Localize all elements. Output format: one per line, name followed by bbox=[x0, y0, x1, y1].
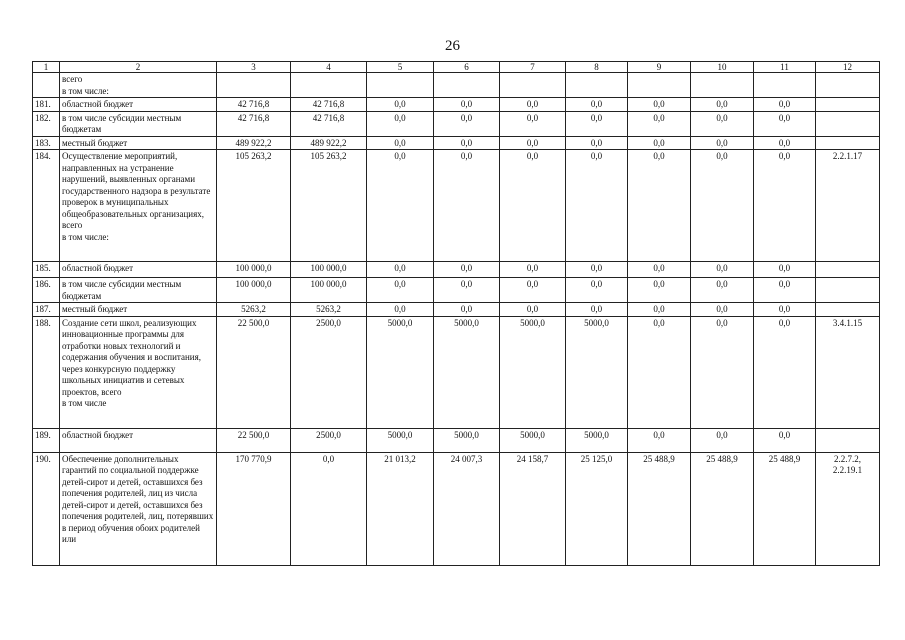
value-cell: 25 488,9 bbox=[691, 452, 754, 565]
value-cell: 5000,0 bbox=[434, 316, 500, 428]
row-number: 181. bbox=[33, 98, 60, 112]
value-cell: 2500,0 bbox=[291, 316, 367, 428]
value-cell: 0,0 bbox=[367, 262, 434, 278]
column-header: 4 bbox=[291, 62, 367, 73]
value-cell: 24 007,3 bbox=[434, 452, 500, 565]
value-cell: 5000,0 bbox=[500, 316, 566, 428]
budget-table bbox=[32, 61, 880, 566]
value-cell: 0,0 bbox=[434, 111, 500, 136]
program-code bbox=[816, 303, 880, 317]
value-cell: 5000,0 bbox=[500, 428, 566, 452]
value-cell: 0,0 bbox=[754, 316, 816, 428]
value-cell: 0,0 bbox=[566, 111, 628, 136]
program-code bbox=[816, 111, 880, 136]
value-cell: 0,0 bbox=[500, 98, 566, 112]
page-number: 26 bbox=[445, 38, 460, 54]
value-cell: 100 000,0 bbox=[291, 262, 367, 278]
value-cell: 0,0 bbox=[434, 303, 500, 317]
value-cell: 0,0 bbox=[628, 303, 691, 317]
value-cell bbox=[434, 73, 500, 98]
value-cell: 0,0 bbox=[291, 452, 367, 565]
value-cell: 0,0 bbox=[691, 136, 754, 150]
program-code bbox=[816, 136, 880, 150]
column-header: 2 bbox=[60, 62, 217, 73]
value-cell: 0,0 bbox=[367, 98, 434, 112]
value-cell bbox=[566, 73, 628, 98]
program-code bbox=[816, 262, 880, 278]
value-cell: 5000,0 bbox=[566, 316, 628, 428]
row-number: 190. bbox=[33, 452, 60, 565]
value-cell bbox=[367, 73, 434, 98]
value-cell: 0,0 bbox=[754, 278, 816, 303]
table-row bbox=[33, 150, 880, 262]
value-cell: 489 922,2 bbox=[217, 136, 291, 150]
row-number: 189. bbox=[33, 428, 60, 452]
program-code bbox=[816, 73, 880, 98]
value-cell: 0,0 bbox=[754, 428, 816, 452]
value-cell: 105 263,2 bbox=[217, 150, 291, 262]
row-number: 187. bbox=[33, 303, 60, 317]
value-cell: 0,0 bbox=[691, 111, 754, 136]
value-cell: 0,0 bbox=[628, 262, 691, 278]
value-cell: 0,0 bbox=[434, 136, 500, 150]
value-cell: 0,0 bbox=[434, 150, 500, 262]
program-code bbox=[816, 428, 880, 452]
value-cell: 5000,0 bbox=[367, 316, 434, 428]
value-cell: 0,0 bbox=[367, 111, 434, 136]
value-cell: 0,0 bbox=[434, 278, 500, 303]
value-cell: 25 125,0 bbox=[566, 452, 628, 565]
value-cell: 0,0 bbox=[754, 262, 816, 278]
value-cell: 170 770,9 bbox=[217, 452, 291, 565]
row-number: 186. bbox=[33, 278, 60, 303]
column-header: 6 bbox=[434, 62, 500, 73]
table-row bbox=[33, 111, 880, 136]
value-cell: 0,0 bbox=[628, 150, 691, 262]
value-cell: 0,0 bbox=[691, 316, 754, 428]
value-cell: 0,0 bbox=[691, 278, 754, 303]
column-header: 10 bbox=[691, 62, 754, 73]
row-description: Осуществление мероприятий, направленных на устранение нарушений, выявленных органами государственного надзора в результате проверок в муниципальных общеобразовательных организациях, всего в том числе: bbox=[60, 150, 217, 262]
column-header: 1 bbox=[33, 62, 60, 73]
row-number: 182. bbox=[33, 111, 60, 136]
value-cell: 25 488,9 bbox=[628, 452, 691, 565]
value-cell bbox=[628, 73, 691, 98]
column-header: 8 bbox=[566, 62, 628, 73]
value-cell bbox=[217, 73, 291, 98]
value-cell: 5263,2 bbox=[217, 303, 291, 317]
value-cell: 100 000,0 bbox=[291, 278, 367, 303]
value-cell: 0,0 bbox=[628, 278, 691, 303]
value-cell: 105 263,2 bbox=[291, 150, 367, 262]
row-description: в том числе субсидии местным бюджетам bbox=[60, 111, 217, 136]
value-cell: 489 922,2 bbox=[291, 136, 367, 150]
value-cell: 0,0 bbox=[566, 98, 628, 112]
table-row bbox=[33, 136, 880, 150]
value-cell: 0,0 bbox=[434, 262, 500, 278]
row-description: Обеспечение дополнительных гарантий по социальной поддержке детей-сирот и детей, оставшихся без попечения родителей, лиц из числа детей-сирот и детей, оставшихся без попечения родителей, лиц, потерявших в период обучения обоих родителей или bbox=[60, 452, 217, 565]
row-number: 185. bbox=[33, 262, 60, 278]
value-cell: 0,0 bbox=[754, 136, 816, 150]
value-cell: 0,0 bbox=[691, 262, 754, 278]
value-cell: 0,0 bbox=[691, 98, 754, 112]
row-description: в том числе субсидии местным бюджетам bbox=[60, 278, 217, 303]
row-description: областной бюджет bbox=[60, 428, 217, 452]
value-cell: 0,0 bbox=[500, 303, 566, 317]
row-description: областной бюджет bbox=[60, 262, 217, 278]
row-number: 188. bbox=[33, 316, 60, 428]
row-description: местный бюджет bbox=[60, 136, 217, 150]
value-cell: 24 158,7 bbox=[500, 452, 566, 565]
value-cell: 0,0 bbox=[628, 111, 691, 136]
column-header: 5 bbox=[367, 62, 434, 73]
program-code: 2.2.7.2, 2.2.19.1 bbox=[816, 452, 880, 565]
value-cell: 0,0 bbox=[367, 303, 434, 317]
table-row bbox=[33, 278, 880, 303]
program-code bbox=[816, 278, 880, 303]
row-description: всего в том числе: bbox=[60, 73, 217, 98]
program-code: 2.2.1.17 bbox=[816, 150, 880, 262]
value-cell: 5000,0 bbox=[434, 428, 500, 452]
table-row bbox=[33, 303, 880, 317]
value-cell: 0,0 bbox=[754, 98, 816, 112]
column-header: 9 bbox=[628, 62, 691, 73]
column-header: 3 bbox=[217, 62, 291, 73]
value-cell: 0,0 bbox=[628, 136, 691, 150]
value-cell: 0,0 bbox=[434, 98, 500, 112]
value-cell: 0,0 bbox=[754, 150, 816, 262]
table-row bbox=[33, 428, 880, 452]
row-number bbox=[33, 73, 60, 98]
value-cell: 21 013,2 bbox=[367, 452, 434, 565]
row-number: 183. bbox=[33, 136, 60, 150]
value-cell: 5000,0 bbox=[566, 428, 628, 452]
value-cell: 5000,0 bbox=[367, 428, 434, 452]
value-cell: 0,0 bbox=[691, 303, 754, 317]
value-cell: 0,0 bbox=[628, 428, 691, 452]
column-header: 11 bbox=[754, 62, 816, 73]
value-cell: 0,0 bbox=[628, 316, 691, 428]
row-description: Создание сети школ, реализующих инновационные программы для отработки новых технологий и содержания обучения и воспитания, через конкурсную поддержку школьных инициатив и сетевых проектов, всего в том числе bbox=[60, 316, 217, 428]
value-cell: 0,0 bbox=[500, 262, 566, 278]
program-code bbox=[816, 98, 880, 112]
value-cell: 0,0 bbox=[367, 136, 434, 150]
value-cell: 0,0 bbox=[754, 111, 816, 136]
value-cell: 0,0 bbox=[628, 98, 691, 112]
value-cell: 0,0 bbox=[691, 428, 754, 452]
value-cell: 0,0 bbox=[500, 150, 566, 262]
value-cell: 22 500,0 bbox=[217, 316, 291, 428]
table-row bbox=[33, 73, 880, 98]
value-cell: 0,0 bbox=[500, 136, 566, 150]
value-cell bbox=[291, 73, 367, 98]
value-cell: 100 000,0 bbox=[217, 278, 291, 303]
value-cell: 42 716,8 bbox=[217, 98, 291, 112]
value-cell: 0,0 bbox=[566, 136, 628, 150]
table-row bbox=[33, 316, 880, 428]
value-cell: 25 488,9 bbox=[754, 452, 816, 565]
value-cell bbox=[754, 73, 816, 98]
value-cell: 42 716,8 bbox=[291, 98, 367, 112]
value-cell: 0,0 bbox=[566, 150, 628, 262]
value-cell: 2500,0 bbox=[291, 428, 367, 452]
column-header-row bbox=[33, 62, 880, 73]
value-cell: 100 000,0 bbox=[217, 262, 291, 278]
value-cell: 5263,2 bbox=[291, 303, 367, 317]
value-cell: 0,0 bbox=[500, 278, 566, 303]
row-number: 184. bbox=[33, 150, 60, 262]
value-cell bbox=[691, 73, 754, 98]
program-code: 3.4.1.15 bbox=[816, 316, 880, 428]
value-cell: 0,0 bbox=[566, 278, 628, 303]
value-cell: 0,0 bbox=[367, 150, 434, 262]
value-cell: 0,0 bbox=[367, 278, 434, 303]
table-row bbox=[33, 262, 880, 278]
column-header: 7 bbox=[500, 62, 566, 73]
table-row bbox=[33, 452, 880, 565]
row-description: областной бюджет bbox=[60, 98, 217, 112]
value-cell: 0,0 bbox=[754, 303, 816, 317]
value-cell: 0,0 bbox=[566, 262, 628, 278]
value-cell: 0,0 bbox=[566, 303, 628, 317]
value-cell: 22 500,0 bbox=[217, 428, 291, 452]
table-row bbox=[33, 98, 880, 112]
value-cell bbox=[500, 73, 566, 98]
value-cell: 42 716,8 bbox=[291, 111, 367, 136]
column-header: 12 bbox=[816, 62, 880, 73]
value-cell: 42 716,8 bbox=[217, 111, 291, 136]
table-body bbox=[33, 62, 880, 566]
value-cell: 0,0 bbox=[691, 150, 754, 262]
value-cell: 0,0 bbox=[500, 111, 566, 136]
row-description: местный бюджет bbox=[60, 303, 217, 317]
